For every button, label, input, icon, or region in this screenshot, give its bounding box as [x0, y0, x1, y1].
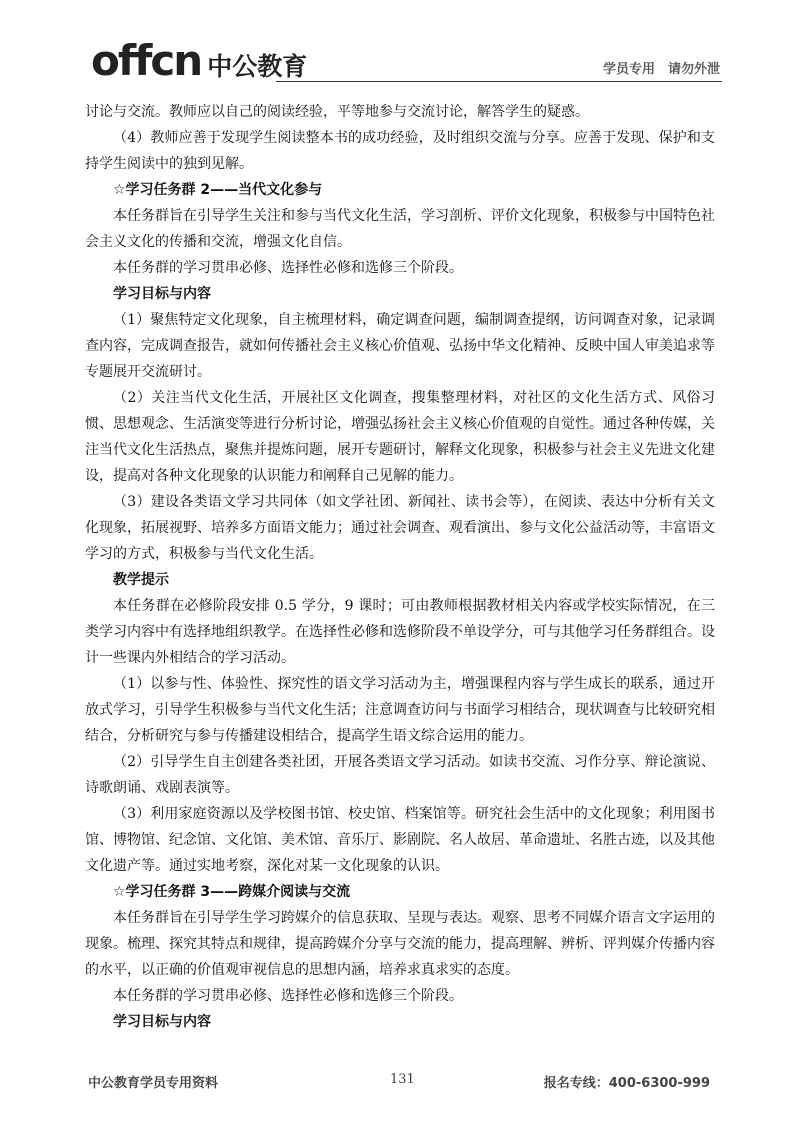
paragraph: 本任务群在必修阶段安排 0.5 学分，9 课时；可由教师根据教材相关内容或学校实际情况，在三类学习内容中有选择地组织教学。在选择性必修和选修阶段不单设学分，可与其他学习任务群组合。设计一些课内外相结合的学习活动。: [85, 598, 715, 666]
paragraph: （2）引导学生自主创建各类社团，开展各类语文学习活动。如读书交流、习作分享、辩论演说、诗歌朗诵、戏剧表演等。: [85, 754, 715, 796]
section-heading: ☆学习任务群 3——跨媒介阅读与交流: [113, 884, 351, 900]
header-rule: [276, 81, 722, 82]
footer-hotline: 报名专线：400-6300-999: [543, 1076, 710, 1091]
offcn-logo: [91, 36, 308, 85]
logo-wordmark: offcn: [91, 36, 202, 85]
section-heading: 学习目标与内容: [113, 286, 211, 302]
page-header: [0, 0, 800, 95]
paragraph: 讨论与交流。教师应以自己的阅读经验，平等地参与交流讨论，解答学生的疑惑。: [85, 104, 589, 120]
section-heading: 教学提示: [113, 572, 169, 588]
paragraph: 本任务群的学习贯串必修、选择性必修和选修三个阶段。: [113, 988, 463, 1004]
logo-chinese-name: 中公教育: [207, 52, 308, 81]
section-heading: 学习目标与内容: [113, 1014, 211, 1030]
page-number: 131: [390, 1072, 415, 1087]
header-note: 学员专用 请勿外泄: [602, 62, 720, 77]
section-heading: ☆学习任务群 2——当代文化参与: [113, 182, 323, 198]
footer-label: 中公教育学员专用资料: [88, 1076, 219, 1091]
paragraph: （3）建设各类语文学习共同体（如文学社团、新闻社、读书会等），在阅读、表达中分析有关文化现象，拓展视野、培养多方面语文能力；通过社会调查、观看演出、参与文化公益活动等，丰富语文学习的方式，积极参与当代文化生活。: [85, 494, 715, 562]
paragraph: （2）关注当代文化生活，开展社区文化调查，搜集整理材料，对社区的文化生活方式、风俗习惯、思想观念、生活演变等进行分析讨论，增强弘扬社会主义核心价值观的自觉性。通过各种传媒，关注当代文化生活热点，聚焦并提炼问题，展开专题研讨，解释文化现象，积极参与社会主义先进文化建设，提高对各种文化现象的认识能力和阐释自己见解的能力。: [85, 390, 715, 484]
page-footer: [0, 1060, 800, 1100]
paragraph: （1）以参与性、体验性、探究性的语文学习活动为主，增强课程内容与学生成长的联系，通过开放式学习，引导学生积极参与当代文化生活；注意调查访问与书面学习相结合，现状调查与比较研究相结合，分析研究与参与传播建设相结合，提高学生语文综合运用的能力。: [85, 676, 715, 744]
paragraph: （3）利用家庭资源以及学校图书馆、校史馆、档案馆等。研究社会生活中的文化现象；利用图书馆、博物馆、纪念馆、文化馆、美术馆、音乐厅、影剧院、名人故居、革命遗址、名胜古迹，以及其他文化遗产等。通过实地考察，深化对某一文化现象的认识。: [85, 806, 715, 874]
paragraph: 本任务群的学习贯串必修、选择性必修和选修三个阶段。: [113, 260, 463, 276]
document-body: [85, 99, 715, 1035]
paragraph: 本任务群旨在引导学生关注和参与当代文化生活，学习剖析、评价文化现象，积极参与中国特色社会主义文化的传播和交流，增强文化自信。: [85, 208, 715, 250]
paragraph: （4）教师应善于发现学生阅读整本书的成功经验，及时组织交流与分享。应善于发现、保护和支持学生阅读中的独到见解。: [85, 130, 715, 172]
paragraph: （1）聚焦特定文化现象，自主梳理材料，确定调查问题，编制调查提纲，访问调查对象，记录调查内容，完成调查报告，就如何传播社会主义核心价值观、弘扬中华文化精神、反映中国人审美追求等专题展开交流研讨。: [85, 312, 715, 380]
paragraph: 本任务群旨在引导学生学习跨媒介的信息获取、呈现与表达。观察、思考不同媒介语言文字运用的现象。梳理、探究其特点和规律，提高跨媒介分享与交流的能力，提高理解、辨析、评判媒介传播内容的水平，以正确的价值观审视信息的思想内涵，培养求真求实的态度。: [85, 910, 715, 978]
